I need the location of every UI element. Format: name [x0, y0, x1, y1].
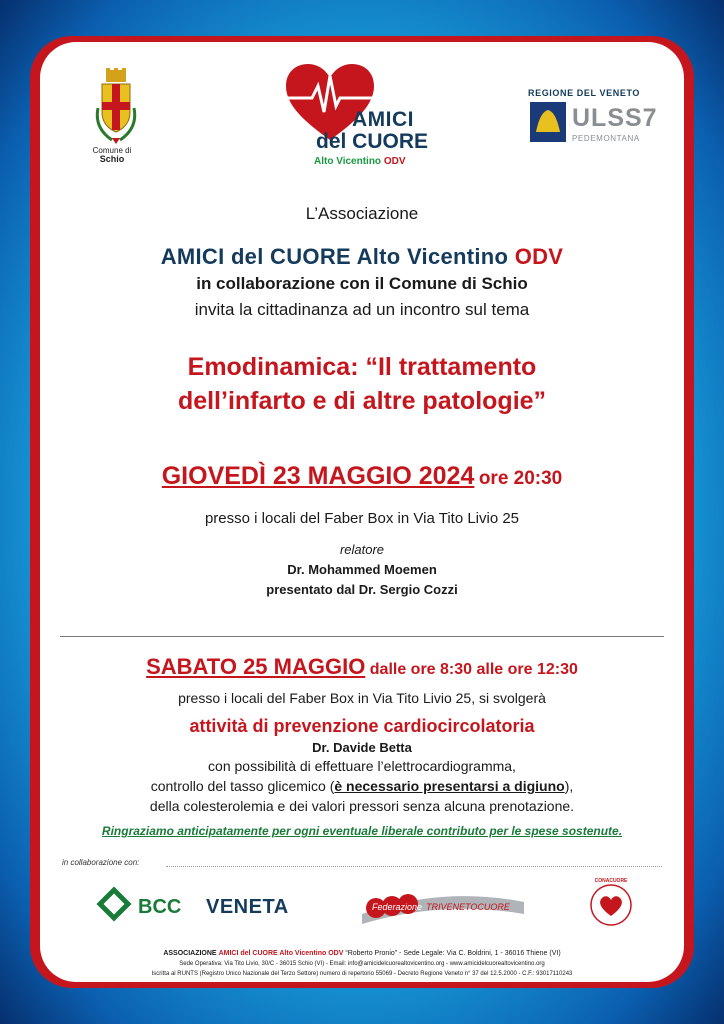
- collab-label: in collaborazione con:: [62, 858, 140, 867]
- prevention-line3: della colesterolemia e dei valori pressori senza alcuna prenotazione.: [149, 798, 575, 814]
- bcc-text: BCC: [138, 896, 182, 918]
- veneta-text: VENETA: [206, 896, 289, 918]
- prevention-line2: controllo del tasso glicemico (è necessario presentarsi a digiuno),: [150, 778, 574, 794]
- thanks-note: Ringraziamo anticipatamente per ogni eventuale liberale contributo per le spese sostenute.: [101, 824, 623, 838]
- association-name: AMICI del CUORE Alto Vicentino ODV: [160, 244, 564, 269]
- logo-del-cuore: del CUORE: [316, 130, 429, 153]
- footer-line3: Iscritta al RUNTS (Registro Unico Nazionale del Terzo Settore) numero di repertorio 55069 - Decreto Regione Veneto n° 37 del 12.5.2000 - C.F.: 93017110243: [151, 971, 573, 977]
- comune-label: Comune di Schio: [92, 146, 132, 164]
- intro-line3: in collaborazione con il Comune di Schio: [196, 274, 528, 293]
- event1-date: GIOVEDÌ 23 MAGGIO 2024 ore 20:30: [161, 462, 563, 490]
- event1-location: presso i locali del Faber Box in Via Tito Livio 25: [204, 510, 520, 527]
- ulss-text: ULSS7: [572, 104, 658, 132]
- event-title: Emodinamica: “Il trattamento dell’infarto e di altre patologie”: [177, 353, 547, 415]
- conacuore-label: CONACUORE: [594, 878, 628, 884]
- prevention-line1: con possibilità di effettuare l’elettrocardiogramma,: [208, 758, 516, 774]
- veneto-lion-icon: [530, 102, 566, 142]
- relatore-label: relatore: [339, 542, 385, 557]
- prevention-activity: attività di prevenzione cardiocircolatoria: [189, 716, 535, 736]
- relatore-name: Dr. Mohammed Moemen: [287, 562, 437, 577]
- footer-line2: Sede Operativa: Via Tito Livio, 30/C - 36015 Schio (VI) - Email: info@amicidelcuorealtovicentino.org - www.amicidelcuorealtovicentino.org: [179, 961, 545, 967]
- footer-line1: ASSOCIAZIONE AMICI del CUORE Alto Vicentino ODV “Roberto Pronio” - Sede Legale: Via C. Boldrini, 1 - 36016 Thiene (VI): [163, 950, 561, 957]
- logo-alto-vicentino: Alto Vicentino ODV: [314, 156, 406, 167]
- triveneto-label: Federazione TRIVENETOCUORE: [372, 902, 510, 912]
- conacuore-logo-icon: [586, 878, 636, 928]
- logo-amici: AMICI: [352, 108, 414, 131]
- ulss-sub: PEDEMONTANA: [572, 134, 640, 143]
- event2-date: SABATO 25 MAGGIO dalle ore 8:30 alle ore 12:30: [146, 654, 578, 679]
- presented-by: presentato dal Dr. Sergio Cozzi: [266, 582, 458, 597]
- prevention-doctor: Dr. Davide Betta: [312, 740, 412, 755]
- poster-card: [40, 42, 684, 982]
- collab-dotted-line: [166, 866, 662, 867]
- divider: [60, 636, 664, 637]
- bcc-logo-icon: [96, 886, 132, 922]
- regione-label: REGIONE DEL VENETO: [528, 88, 640, 98]
- event2-location: presso i locali del Faber Box in Via Tito Livio 25, si svolgerà: [178, 690, 546, 706]
- intro-line4: invita la cittadinanza ad un incontro sul tema: [194, 300, 530, 319]
- intro-line1: L’Associazione: [305, 204, 419, 223]
